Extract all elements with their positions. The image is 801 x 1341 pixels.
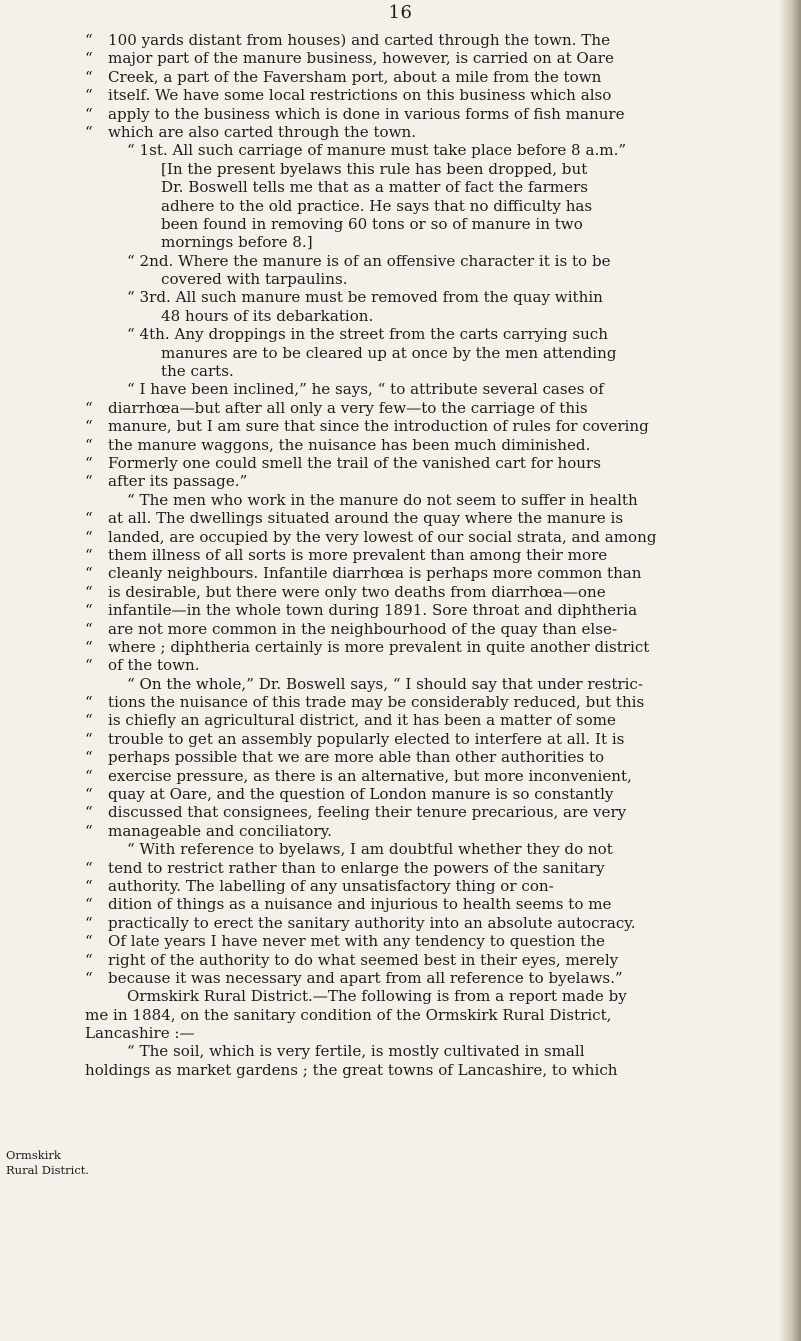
line-text: Ormskirk Rural District.—The following is from a report made by — [127, 987, 627, 1006]
text-line — [85, 767, 780, 785]
quote-mark: “ — [85, 968, 93, 987]
quote-mark: “ — [85, 86, 93, 105]
text-line — [85, 693, 780, 711]
text-line — [85, 472, 780, 490]
text-line — [85, 344, 780, 362]
quote-mark: “ — [85, 398, 93, 417]
quote-mark: “ — [85, 656, 93, 675]
quote-mark: “ — [85, 67, 93, 86]
quote-mark: “ — [85, 619, 93, 638]
text-line — [85, 711, 780, 729]
line-text: diarrhœa—but after all only a very few—to the carriage of this — [108, 398, 588, 417]
text-line — [85, 417, 780, 435]
line-text: Creek, a part of the Faversham port, about a mile from the town — [108, 67, 602, 86]
text-line — [85, 141, 780, 159]
text-line — [85, 914, 780, 932]
line-text: perhaps possible that we are more able than other authorities to — [108, 748, 605, 767]
text-line — [85, 546, 780, 564]
text-line — [85, 583, 780, 601]
line-text: the carts. — [161, 362, 234, 381]
line-text: is desirable, but there were only two deaths from diarrhœa—one — [108, 582, 606, 601]
body-text — [85, 31, 780, 1079]
text-line — [85, 951, 780, 969]
line-text: me in 1884, on the sanitary condition of the Ormskirk Rural District, — [85, 1005, 612, 1024]
quote-mark: “ — [85, 693, 93, 712]
line-text: adhere to the old practice. He says that no difficulty has — [161, 196, 593, 215]
line-text: “ 4th. Any droppings in the street from the carts carrying such — [127, 325, 608, 344]
quote-mark: “ — [85, 950, 93, 969]
text-line — [85, 859, 780, 877]
quote-mark: “ — [85, 417, 93, 436]
text-line — [85, 895, 780, 913]
line-text: manageable and conciliatory. — [108, 821, 332, 840]
text-line — [85, 1006, 780, 1024]
quote-mark: “ — [85, 711, 93, 730]
quote-mark: “ — [85, 435, 93, 454]
text-line — [85, 215, 780, 233]
text-line — [85, 1042, 780, 1060]
text-line — [85, 454, 780, 472]
text-line — [85, 270, 780, 288]
text-line — [85, 564, 780, 582]
text-line — [85, 436, 780, 454]
quote-mark: “ — [85, 803, 93, 822]
text-line — [85, 509, 780, 527]
text-line — [85, 656, 780, 674]
line-text: tions the nuisance of this trade may be considerably reduced, but this — [108, 693, 645, 712]
text-line — [85, 362, 780, 380]
line-text: which are also carted through the town. — [108, 122, 417, 141]
line-text: “ With reference to byelaws, I am doubtful whether they do not — [127, 840, 613, 859]
line-text: 48 hours of its debarkation. — [161, 306, 374, 325]
text-line — [85, 969, 780, 987]
text-line — [85, 68, 780, 86]
line-text: manure, but I am sure that since the introduction of rules for covering — [108, 417, 649, 436]
text-line — [85, 730, 780, 748]
line-text: are not more common in the neighbourhood of the quay than else- — [108, 619, 618, 638]
text-line — [85, 325, 780, 343]
line-text: Dr. Boswell tells me that as a matter of fact the farmers — [161, 178, 588, 197]
line-text: manures are to be cleared up at once by the men attending — [161, 343, 617, 362]
line-text: is chiefly an agricultural district, and it has been a matter of some — [108, 711, 616, 730]
line-text: where ; diphtheria certainly is more prevalent in quite another district — [108, 637, 650, 656]
quote-mark: “ — [85, 637, 93, 656]
quote-mark: “ — [85, 582, 93, 601]
line-text: “ The men who work in the manure do not seem to suffer in health — [127, 490, 638, 509]
line-text: discussed that consignees, feeling their tenure precarious, are very — [108, 803, 627, 822]
text-line — [85, 1061, 780, 1079]
line-text: because it was necessary and apart from all reference to byelaws.” — [108, 968, 623, 987]
line-text: “ The soil, which is very fertile, is mostly cultivated in small — [127, 1042, 585, 1061]
quote-mark: “ — [85, 527, 93, 546]
quote-mark: “ — [85, 932, 93, 951]
line-text: “ 2nd. Where the manure is of an offensive character it is to be — [127, 251, 611, 270]
text-line — [85, 105, 780, 123]
text-line — [85, 822, 780, 840]
line-text: major part of the manure business, however, is carried on at Oare — [108, 49, 614, 68]
line-text: practically to erect the sanitary authority into an absolute autocracy. — [108, 913, 636, 932]
margin-note — [6, 1148, 90, 1178]
line-text: them illness of all sorts is more prevalent than among their more — [108, 545, 608, 564]
text-line — [85, 307, 780, 325]
text-line — [85, 803, 780, 821]
line-text: cleanly neighbours. Infantile diarrhœa is perhaps more common than — [108, 564, 642, 583]
margin-note-line-2: Rural District. — [6, 1163, 90, 1177]
line-text: trouble to get an assembly popularly elected to interfere at all. It is — [108, 729, 625, 748]
text-line — [85, 748, 780, 766]
text-line — [85, 528, 780, 546]
quote-mark: “ — [85, 895, 93, 914]
text-line — [85, 877, 780, 895]
line-text: “ 3rd. All such manure must be removed from the quay within — [127, 288, 603, 307]
line-text: authority. The labelling of any unsatisfactory thing or con- — [108, 876, 554, 895]
line-text: exercise pressure, as there is an alternative, but more inconvenient, — [108, 766, 632, 785]
text-line — [85, 49, 780, 67]
line-text: 100 yards distant from houses) and carted through the town. The — [108, 31, 610, 49]
line-text: at all. The dwellings situated around the quay where the manure is — [108, 509, 624, 528]
text-line — [85, 675, 780, 693]
line-text: been found in removing 60 tons or so of manure in two — [161, 214, 583, 233]
text-line — [85, 380, 780, 398]
text-line — [85, 160, 780, 178]
line-text: quay at Oare, and the question of London manure is so constantly — [108, 785, 614, 804]
line-text: tend to restrict rather than to enlarge the powers of the sanitary — [108, 858, 605, 877]
quote-mark: “ — [85, 858, 93, 877]
text-line — [85, 86, 780, 104]
line-text: [In the present byelaws this rule has been dropped, but — [161, 159, 588, 178]
text-line — [85, 601, 780, 619]
quote-mark: “ — [85, 821, 93, 840]
text-line — [85, 785, 780, 803]
quote-mark: “ — [85, 104, 93, 123]
text-line — [85, 491, 780, 509]
quote-mark: “ — [85, 876, 93, 895]
text-line — [85, 987, 780, 1005]
text-line — [85, 399, 780, 417]
text-line — [85, 1024, 780, 1042]
line-text: “ I have been inclined,” he says, “ to attribute several cases of — [127, 380, 604, 399]
page-number: 16 — [388, 2, 413, 23]
quote-mark: “ — [85, 453, 93, 472]
line-text: right of the authority to do what seemed best in their eyes, merely — [108, 950, 619, 969]
quote-mark: “ — [85, 913, 93, 932]
line-text: “ On the whole,” Dr. Boswell says, “ I should say that under restric- — [127, 674, 643, 693]
text-line — [85, 197, 780, 215]
text-line — [85, 252, 780, 270]
quote-mark: “ — [85, 509, 93, 528]
quote-mark: “ — [85, 472, 93, 491]
line-text: “ 1st. All such carriage of manure must take place before 8 a.m.” — [127, 141, 627, 160]
line-text: mornings before 8.] — [161, 233, 313, 252]
line-text: of the town. — [108, 656, 200, 675]
line-text: itself. We have some local restrictions on this business which also — [108, 86, 612, 105]
line-text: Of late years I have never met with any tendency to question the — [108, 932, 605, 951]
text-line — [85, 123, 780, 141]
quote-mark: “ — [85, 729, 93, 748]
quote-mark: “ — [85, 748, 93, 767]
line-text: after its passage.” — [108, 472, 248, 491]
line-text: covered with tarpaulins. — [161, 270, 348, 289]
line-text: the manure waggons, the nuisance has been much diminished. — [108, 435, 591, 454]
text-line — [85, 288, 780, 306]
quote-mark: “ — [85, 785, 93, 804]
line-text: Formerly one could smell the trail of the vanished cart for hours — [108, 453, 601, 472]
text-line — [85, 638, 780, 656]
text-line — [85, 178, 780, 196]
quote-mark: “ — [85, 31, 93, 49]
text-line — [85, 233, 780, 251]
line-text: dition of things as a nuisance and injurious to health seems to me — [108, 895, 612, 914]
quote-mark: “ — [85, 601, 93, 620]
line-text: apply to the business which is done in various forms of fish manure — [108, 104, 625, 123]
text-line — [85, 620, 780, 638]
quote-mark: “ — [85, 49, 93, 68]
page-edge-shadow — [779, 0, 801, 1341]
margin-note-line-1: Ormskirk — [6, 1148, 61, 1162]
quote-mark: “ — [85, 564, 93, 583]
text-line — [85, 932, 780, 950]
line-text: landed, are occupied by the very lowest of our social strata, and among — [108, 527, 657, 546]
quote-mark: “ — [85, 122, 93, 141]
quote-mark: “ — [85, 545, 93, 564]
quote-mark: “ — [85, 766, 93, 785]
line-text: holdings as market gardens ; the great towns of Lancashire, to which — [85, 1060, 618, 1079]
text-line — [85, 840, 780, 858]
text-line — [85, 31, 780, 49]
line-text: infantile—in the whole town during 1891. Sore throat and diphtheria — [108, 601, 638, 620]
line-text: Lancashire :— — [85, 1024, 195, 1043]
